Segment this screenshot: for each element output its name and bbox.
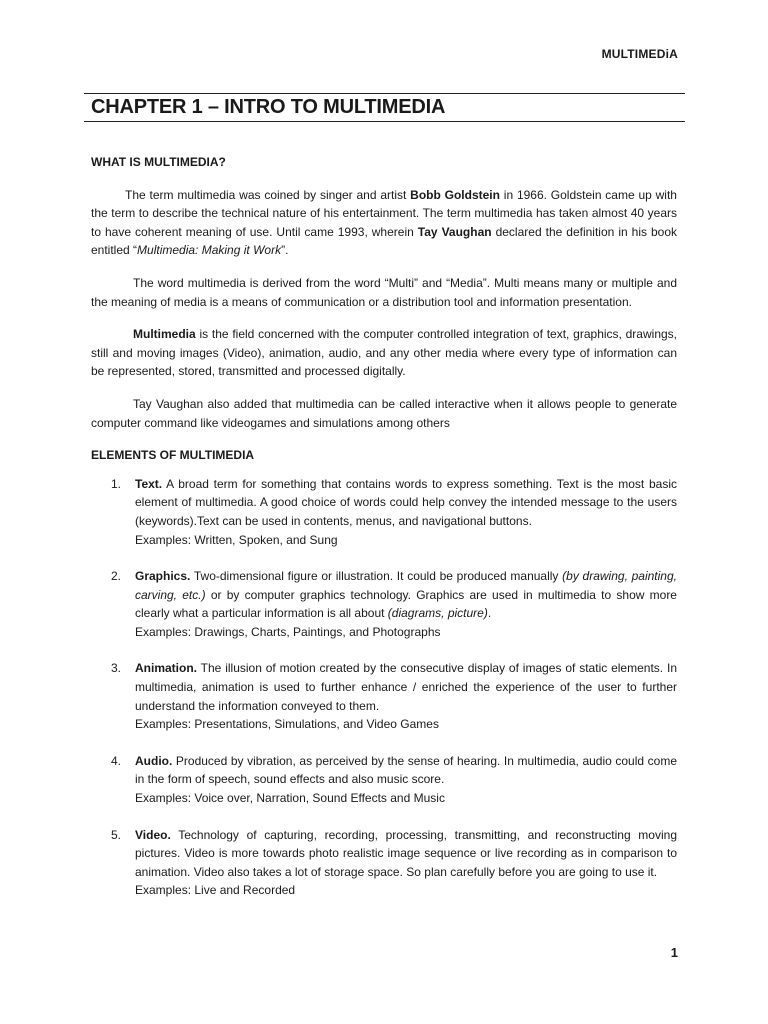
- list-item-text-e: .: [487, 606, 492, 621]
- list-item-examples: Examples: Voice over, Narration, Sound Effects and Music: [135, 791, 445, 806]
- term-multimedia: Multimedia: [133, 327, 196, 342]
- list-item-term: Audio.: [135, 753, 173, 768]
- list-item-term: Video.: [135, 827, 171, 842]
- list-item-text-a: The illusion of motion created by the consecutive display of images of static elements. In multimedia, animation is used to further enhance / enriched the experience of the user to further understand the information conveyed to them.: [135, 661, 677, 713]
- list-item-examples: Examples: Presentations, Simulations, and Video Games: [135, 717, 439, 732]
- list-item-text-a: A broad term for something that contains words to express something. Text is the most basic element of multimedia. A good choice of words could help convey the intended message to the users (keywords).Text can be used in contents, menus, and navigational buttons.: [135, 476, 677, 528]
- list-item-description: [135, 752, 677, 789]
- name-tay-vaughan: Tay Vaughan: [417, 224, 492, 239]
- list-item-text-italic-2: (diagrams, picture): [387, 606, 488, 621]
- paragraph-definition-text: is the field concerned with the computer controlled integration of text, graphics, drawings, still and moving images (Video), animation, audio, and any other media where every type of information can be represented, stored, transmitted and processed digitally.: [91, 327, 677, 379]
- list-item-text-a: Produced by vibration, as perceived by the sense of hearing. In multimedia, audio could come in the form of speech, sound effects and also music score.: [135, 753, 677, 787]
- list-item-examples: Examples: Live and Recorded: [135, 883, 296, 898]
- list-item-description: [135, 567, 677, 623]
- paragraph-origin-text-3: declared the definition in his book entitled “: [91, 224, 678, 258]
- list-item-text-a: Technology of capturing, recording, processing, transmitting, and reconstructing moving pictures. Video is more towards photo realistic image sequence or live recording as in comparison to animation. Video also takes a lot of storage space. So plan carefully before you are going to use it.: [135, 827, 677, 879]
- paragraph-origin-text-4: ”.: [281, 243, 289, 258]
- list-item-text-a: Two-dimensional figure or illustration. It could be produced manually: [190, 569, 563, 584]
- list-item-description: [135, 475, 677, 531]
- page-content: [91, 153, 677, 918]
- list-item-description: [135, 659, 677, 715]
- list-item-text-c: or by computer graphics technology. Graphics are used in multimedia to show more clearly what a particular information is all about: [135, 587, 677, 621]
- chapter-title: CHAPTER 1 – INTRO TO MULTIMEDIA: [91, 96, 446, 118]
- section-heading-what-is-multimedia: WHAT IS MULTIMEDIA?: [91, 155, 226, 169]
- paragraph-origin-text-2: in 1966. Goldstein came up with the term to describe the technical nature of his entertainment. The term multimedia has taken almost 40 years to have coherent meaning of use. Until came 1993, wherein: [91, 187, 677, 239]
- list-item-text: [91, 475, 677, 549]
- paragraph-interactive: Tay Vaughan also added that multimedia can be called interactive when it allows people to generate computer command like videogames and simulations among others: [91, 396, 677, 430]
- list-item-examples: Examples: Drawings, Charts, Paintings, and Photographs: [135, 624, 441, 639]
- book-title: Multimedia: Making it Work: [137, 243, 282, 258]
- list-number: 4.: [111, 753, 122, 768]
- list-item-audio: [91, 752, 677, 808]
- list-item-term: Text.: [135, 476, 163, 491]
- name-bobb-goldstein: Bobb Goldstein: [410, 187, 500, 202]
- chapter-rule-bottom: [84, 121, 685, 122]
- list-item-term: Animation.: [135, 661, 197, 676]
- list-item-graphics: [91, 567, 677, 641]
- running-header: MULTIMEDiA: [601, 47, 678, 61]
- paragraph-origin: [91, 186, 677, 260]
- chapter-rule-top: [84, 93, 685, 94]
- page-number: 1: [670, 945, 678, 960]
- paragraph-definition: [91, 325, 677, 381]
- list-item-examples: Examples: Written, Spoken, and Sung: [135, 532, 338, 547]
- list-item-video: [91, 826, 677, 900]
- list-item-animation: [91, 659, 677, 733]
- list-item-description: [135, 826, 677, 882]
- list-item-term: Graphics.: [135, 569, 191, 584]
- elements-list: [91, 475, 677, 900]
- list-number: 2.: [111, 569, 122, 584]
- list-number: 1.: [111, 476, 122, 491]
- list-number: 5.: [111, 827, 122, 842]
- list-number: 3.: [111, 661, 122, 676]
- paragraph-etymology: The word multimedia is derived from the word “Multi” and “Media”. Multi means many or multiple and the meaning of media is a means of communication or a distribution tool and information presentation.: [91, 275, 677, 309]
- list-item-text-italic-1: (by drawing, painting, carving, etc.): [135, 569, 677, 602]
- paragraph-origin-text-1: The term multimedia was coined by singer and artist: [125, 187, 411, 202]
- section-heading-elements: ELEMENTS OF MULTIMEDIA: [91, 448, 255, 463]
